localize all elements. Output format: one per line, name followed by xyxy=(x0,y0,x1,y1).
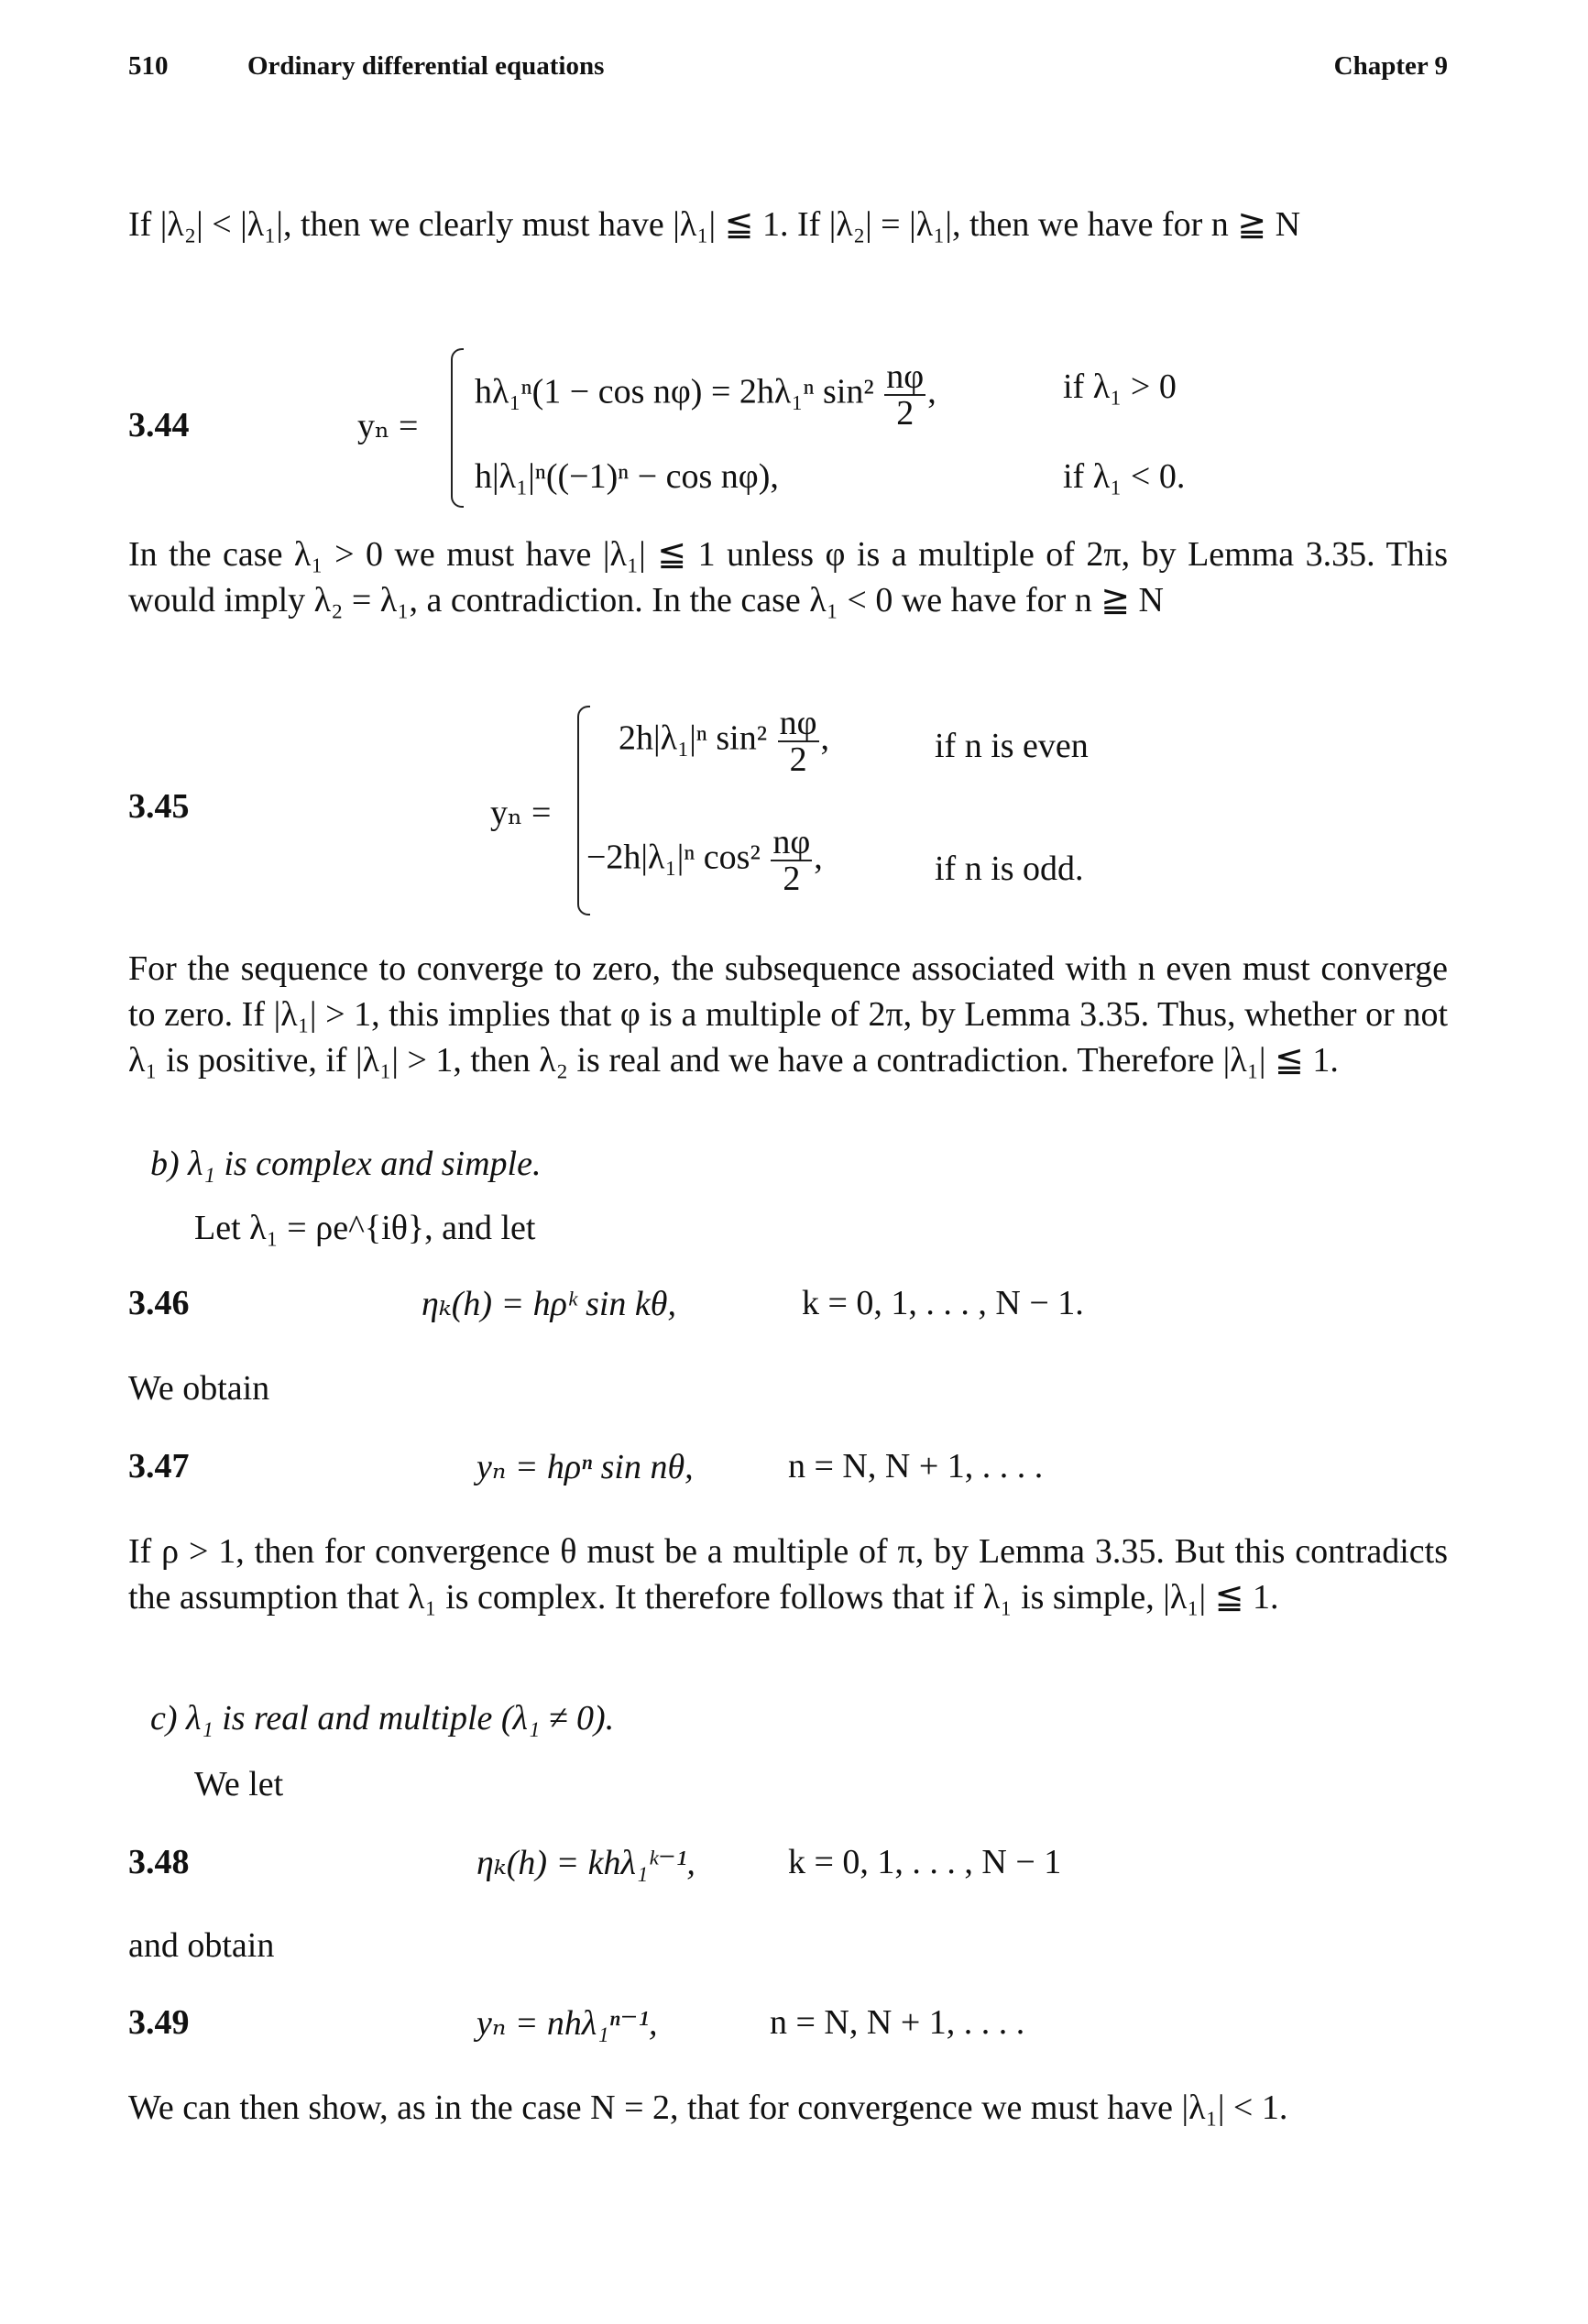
equation-number: 3.46 xyxy=(128,1284,190,1322)
equation-range: n = N, N + 1, . . . . xyxy=(770,2003,1025,2042)
equation-number: 3.49 xyxy=(128,2003,190,2042)
case-1-expression: 2h|λ₁|ⁿ sin² $\frac{n\varphi}{2}$ , xyxy=(619,704,830,779)
let-statement-b: Let λ₁ = ρe^{iθ}, and let xyxy=(194,1209,536,1247)
case-2-condition: if n is odd. xyxy=(935,850,1084,888)
equation-expression: ηₖ(h) = khλ₁ᵏ⁻¹, xyxy=(476,1844,695,1882)
equation-3-45 xyxy=(128,706,1448,916)
and-obtain-text: and obtain xyxy=(128,1926,275,1965)
case-1-condition: if n is even xyxy=(935,727,1089,765)
equation-number: 3.47 xyxy=(128,1447,190,1485)
case-2-condition: if λ₁ < 0. xyxy=(1063,457,1186,496)
case-1-condition: if λ₁ > 0 xyxy=(1063,367,1177,406)
equation-3-44 xyxy=(128,348,1448,513)
equation-number: 3.48 xyxy=(128,1843,190,1881)
equation-number: 3.44 xyxy=(128,406,190,444)
cases-brace xyxy=(451,348,464,508)
paragraph-2: In the case λ₁ > 0 we must have |λ₁| ≦ 1 unless φ is a multiple of 2π, by Lemma 3.35. This would imply λ₂ = λ₁, a contradiction. In the case λ₁ < 0 we have for n ≧ N xyxy=(128,535,1448,619)
fraction: $\frac{n\varphi}{2}$ xyxy=(779,704,817,779)
paragraph-1: If |λ₂| < |λ₁|, then we clearly must have |λ₁| ≦ 1. If |λ₂| = |λ₁|, then we have for n ≧ N xyxy=(128,205,1301,244)
paragraph-3: For the sequence to converge to zero, the subsequence associated with n even must converge to zero. If |λ₁| > 1, this implies that φ is a multiple of 2π, by Lemma 3.35. Thus, whether or not λ₁ is positive, if |λ₁| > 1, then λ₂ is real and we have a contradiction. Therefore |λ₁| ≦ 1. xyxy=(128,949,1448,1080)
equation-lhs: yₙ = xyxy=(357,407,419,445)
equation-expression: ηₖ(h) = hρᵏ sin kθ, xyxy=(422,1285,676,1323)
we-let-text: We let xyxy=(194,1765,284,1803)
case-1-expression: hλ₁ⁿ(1 − cos nφ) = 2hλ₁ⁿ sin² $\frac{n\varphi}{2}$ , xyxy=(475,357,936,433)
case-c-heading: c) λ₁ is real and multiple (λ₁ ≠ 0). xyxy=(150,1699,615,1738)
fraction: $\frac{n\varphi}{2}$ xyxy=(772,823,811,898)
case-b-heading: b) λ₁ is complex and simple. xyxy=(150,1145,542,1183)
equation-expression: yₙ = nhλ₁ⁿ⁻¹, xyxy=(476,2004,658,2043)
paragraph-4: If ρ > 1, then for convergence θ must be a multiple of π, by Lemma 3.35. But this contradicts the assumption that λ₁ is complex. It therefore follows that if λ₁ is simple, |λ₁| ≦ 1. xyxy=(128,1532,1448,1617)
chapter-label: Chapter 9 xyxy=(1333,51,1448,81)
equation-number: 3.45 xyxy=(128,787,190,826)
equation-range: k = 0, 1, . . . , N − 1 xyxy=(788,1843,1062,1881)
equation-range: k = 0, 1, . . . , N − 1. xyxy=(802,1284,1084,1322)
equation-3-46 xyxy=(128,1283,1448,1329)
paragraph-5: We can then show, as in the case N = 2, that for convergence we must have |λ₁| < 1. xyxy=(128,2088,1288,2127)
fraction: $\frac{n\varphi}{2}$ xyxy=(886,357,925,433)
running-header xyxy=(128,51,1448,88)
page-number: 510 xyxy=(128,51,169,81)
case-2-expression: h|λ₁|ⁿ((−1)ⁿ − cos nφ), xyxy=(475,457,779,496)
equation-lhs: yₙ = xyxy=(490,794,552,832)
page xyxy=(128,0,1448,2324)
equation-expression: yₙ = hρⁿ sin nθ, xyxy=(476,1448,694,1486)
running-title: Ordinary differential equations xyxy=(247,51,605,81)
equation-3-47 xyxy=(128,1446,1448,1492)
case-2-expression: −2h|λ₁|ⁿ cos² $\frac{n\varphi}{2}$ , xyxy=(586,823,823,898)
equation-range: n = N, N + 1, . . . . xyxy=(788,1447,1044,1485)
equation-3-48 xyxy=(128,1842,1448,1888)
equation-3-49 xyxy=(128,2002,1448,2048)
we-obtain-text: We obtain xyxy=(128,1369,270,1408)
